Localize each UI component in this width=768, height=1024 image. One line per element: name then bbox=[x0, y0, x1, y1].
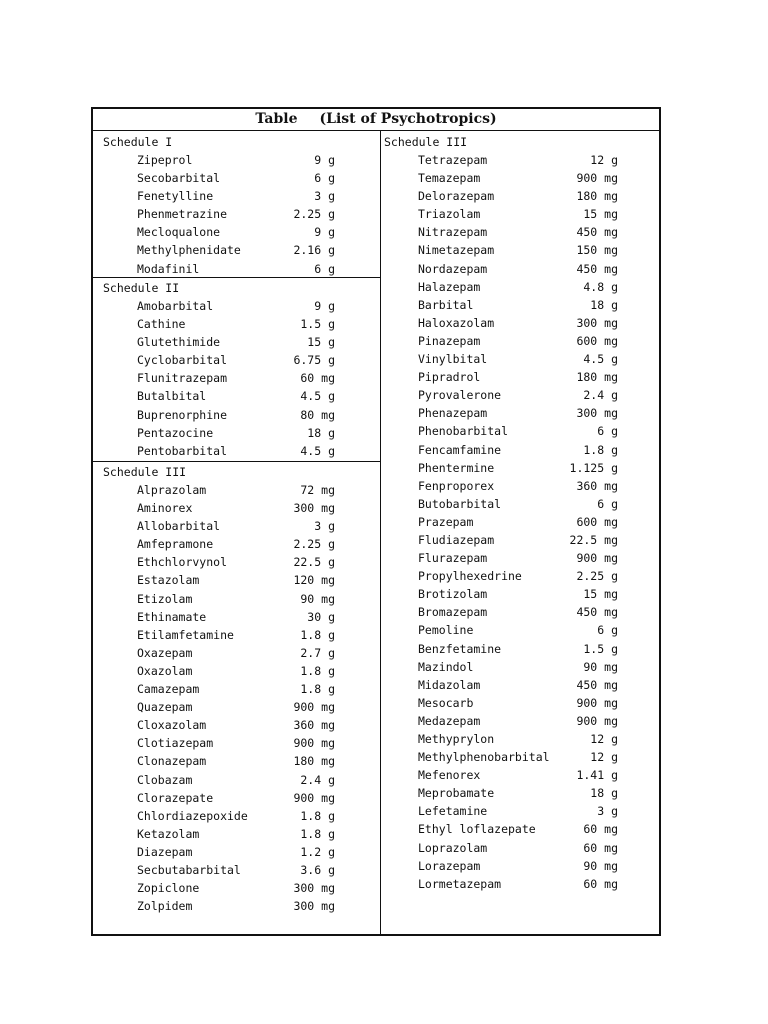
drug-amount: 15 g bbox=[307, 335, 335, 350]
drug-name: Diazepam bbox=[137, 844, 193, 859]
drug-amount: 30 g bbox=[307, 609, 335, 624]
drug-row bbox=[103, 608, 335, 626]
drug-amount: 900 mg bbox=[576, 551, 618, 566]
drug-name: Medazepam bbox=[418, 713, 481, 728]
drug-amount: 2.16 g bbox=[293, 243, 335, 258]
drug-name: Pentazocine bbox=[137, 425, 214, 440]
drug-row bbox=[103, 734, 335, 752]
drug-row bbox=[103, 442, 335, 460]
drug-name: Midazolam bbox=[418, 677, 481, 692]
drug-amount: 300 mg bbox=[293, 899, 335, 914]
drug-name: Clotiazepam bbox=[137, 736, 214, 751]
drug-row bbox=[384, 422, 618, 440]
drug-name: Ethinamate bbox=[137, 609, 207, 624]
drug-amount: 450 mg bbox=[576, 677, 618, 692]
drug-row bbox=[384, 857, 618, 875]
drug-amount: 9 g bbox=[314, 225, 335, 240]
drug-name: Cloxazolam bbox=[137, 718, 207, 733]
drug-name: Secobarbital bbox=[137, 171, 221, 186]
drug-amount: 2.25 g bbox=[293, 207, 335, 222]
drug-name: Nitrazepam bbox=[418, 225, 488, 240]
drug-amount: 3 g bbox=[597, 804, 618, 819]
drug-row bbox=[103, 205, 335, 223]
drug-row bbox=[384, 386, 618, 404]
drug-row bbox=[384, 712, 618, 730]
drug-row bbox=[384, 350, 618, 368]
drug-amount: 2.25 g bbox=[576, 569, 618, 584]
drug-name: Allobarbital bbox=[137, 519, 221, 534]
drug-row bbox=[384, 784, 618, 802]
drug-name: Phenmetrazine bbox=[137, 207, 228, 222]
drug-amount: 600 mg bbox=[576, 333, 618, 348]
drug-name: Lormetazepam bbox=[418, 876, 502, 891]
drug-row bbox=[103, 590, 335, 608]
drug-name: Etilamfetamine bbox=[137, 627, 234, 642]
psychotropics-table bbox=[91, 107, 661, 936]
drug-amount: 300 mg bbox=[576, 315, 618, 330]
drug-name: Pemoline bbox=[418, 623, 474, 638]
drug-name: Glutethimide bbox=[137, 335, 221, 350]
drug-amount: 180 mg bbox=[293, 754, 335, 769]
drug-row bbox=[103, 297, 335, 315]
drug-row bbox=[384, 260, 618, 278]
drug-name: Pyrovalerone bbox=[418, 388, 502, 403]
column-divider bbox=[380, 131, 381, 934]
drug-row bbox=[103, 716, 335, 734]
schedule-heading: Schedule II bbox=[103, 281, 180, 295]
drug-name: Chlordiazepoxide bbox=[137, 808, 248, 823]
drug-amount: 18 g bbox=[590, 786, 618, 801]
drug-name: Pinazepam bbox=[418, 333, 481, 348]
drug-name: Cyclobarbital bbox=[137, 353, 228, 368]
drug-amount: 1.8 g bbox=[300, 808, 335, 823]
drug-row bbox=[103, 644, 335, 662]
drug-row bbox=[384, 839, 618, 857]
drug-name: Amobarbital bbox=[137, 299, 214, 313]
drug-amount: 22.5 mg bbox=[569, 532, 618, 547]
drug-amount: 1.5 g bbox=[300, 317, 335, 332]
drug-amount: 300 mg bbox=[293, 501, 335, 516]
drug-amount: 1.8 g bbox=[300, 682, 335, 697]
drug-row bbox=[103, 843, 335, 861]
drug-row bbox=[103, 897, 335, 915]
schedule-iii-left-section bbox=[103, 463, 335, 915]
drug-amount: 4.5 g bbox=[300, 443, 335, 458]
drug-name: Fencamfamine bbox=[418, 442, 502, 457]
drug-name: Clorazepate bbox=[137, 790, 214, 805]
drug-name: Fludiazepam bbox=[418, 532, 495, 547]
drug-name: Mazindol bbox=[418, 659, 474, 674]
drug-row bbox=[103, 553, 335, 571]
drug-name: Estazolam bbox=[137, 573, 200, 588]
drug-name: Methylphenidate bbox=[137, 243, 241, 258]
drug-row bbox=[103, 481, 335, 499]
drug-row bbox=[103, 626, 335, 644]
drug-row bbox=[384, 441, 618, 459]
drug-amount: 6 g bbox=[314, 171, 335, 186]
drug-row bbox=[384, 477, 618, 495]
drug-amount: 1.41 g bbox=[576, 768, 618, 783]
drug-name: Zolpidem bbox=[137, 899, 193, 914]
schedule-heading: Schedule III bbox=[103, 465, 187, 479]
drug-name: Butalbital bbox=[137, 389, 207, 404]
drug-row bbox=[103, 698, 335, 716]
drug-name: Halazepam bbox=[418, 279, 481, 294]
drug-row bbox=[103, 169, 335, 187]
drug-name: Aminorex bbox=[137, 501, 193, 516]
drug-row bbox=[384, 766, 618, 784]
drug-name: Nimetazepam bbox=[418, 243, 495, 258]
drug-name: Delorazepam bbox=[418, 189, 495, 204]
drug-row bbox=[384, 495, 618, 513]
drug-amount: 80 mg bbox=[300, 407, 335, 422]
drug-name: Benzfetamine bbox=[418, 641, 502, 656]
drug-name: Modafinil bbox=[137, 261, 200, 276]
schedule-i-section bbox=[103, 133, 335, 278]
drug-amount: 300 mg bbox=[576, 406, 618, 421]
drug-amount: 900 mg bbox=[576, 713, 618, 728]
drug-amount: 90 mg bbox=[300, 591, 335, 606]
drug-amount: 2.4 g bbox=[300, 772, 335, 787]
drug-row bbox=[384, 820, 618, 838]
drug-amount: 9 g bbox=[314, 153, 335, 167]
drug-amount: 4.5 g bbox=[300, 389, 335, 404]
drug-row bbox=[384, 730, 618, 748]
drug-name: Tetrazepam bbox=[418, 153, 488, 167]
drug-amount: 18 g bbox=[590, 297, 618, 312]
drug-name: Barbital bbox=[418, 297, 474, 312]
drug-name: Loprazolam bbox=[418, 840, 488, 855]
drug-name: Ethchlorvynol bbox=[137, 555, 228, 570]
drug-name: Phenobarbital bbox=[418, 424, 509, 439]
drug-name: Flurazepam bbox=[418, 551, 488, 566]
drug-row bbox=[103, 517, 335, 535]
drug-row bbox=[103, 499, 335, 517]
drug-row bbox=[103, 535, 335, 553]
schedule-heading: Schedule III bbox=[384, 135, 468, 149]
drug-row bbox=[384, 567, 618, 585]
drug-row bbox=[384, 368, 618, 386]
drug-row bbox=[103, 680, 335, 698]
drug-row bbox=[103, 187, 335, 205]
drug-name: Alprazolam bbox=[137, 483, 207, 497]
drug-amount: 15 mg bbox=[583, 587, 618, 602]
drug-row bbox=[384, 676, 618, 694]
drug-amount: 180 mg bbox=[576, 370, 618, 385]
drug-name: Mesocarb bbox=[418, 695, 474, 710]
drug-row bbox=[103, 151, 335, 169]
drug-row bbox=[103, 223, 335, 241]
drug-name: Oxazolam bbox=[137, 663, 193, 678]
drug-amount: 3 g bbox=[314, 189, 335, 204]
drug-name: Methylphenobarbital bbox=[418, 750, 550, 765]
drug-amount: 900 mg bbox=[576, 171, 618, 186]
drug-amount: 12 g bbox=[590, 750, 618, 765]
drug-amount: 2.4 g bbox=[583, 388, 618, 403]
drug-row bbox=[103, 571, 335, 589]
drug-row bbox=[103, 771, 335, 789]
drug-row bbox=[384, 459, 618, 477]
drug-row bbox=[103, 861, 335, 879]
drug-row bbox=[384, 223, 618, 241]
drug-row bbox=[384, 151, 618, 169]
drug-amount: 60 mg bbox=[583, 840, 618, 855]
drug-name: Ethyl loflazepate bbox=[418, 822, 536, 837]
drug-row bbox=[103, 825, 335, 843]
drug-name: Bromazepam bbox=[418, 605, 488, 620]
drug-name: Lorazepam bbox=[418, 858, 481, 873]
drug-name: Quazepam bbox=[137, 700, 193, 715]
section-divider-2 bbox=[93, 461, 381, 462]
drug-amount: 18 g bbox=[307, 425, 335, 440]
drug-amount: 1.8 g bbox=[300, 663, 335, 678]
drug-name: Mecloqualone bbox=[137, 225, 221, 240]
drug-name: Butobarbital bbox=[418, 496, 502, 511]
drug-amount: 3 g bbox=[314, 519, 335, 534]
drug-amount: 1.8 g bbox=[583, 442, 618, 457]
drug-name: Clonazepam bbox=[137, 754, 207, 769]
drug-amount: 450 mg bbox=[576, 261, 618, 276]
drug-amount: 180 mg bbox=[576, 189, 618, 204]
drug-row bbox=[384, 332, 618, 350]
drug-amount: 12 g bbox=[590, 732, 618, 746]
drug-amount: 6.75 g bbox=[293, 353, 335, 368]
drug-amount: 60 mg bbox=[300, 371, 335, 386]
drug-row bbox=[384, 296, 618, 314]
drug-amount: 60 mg bbox=[583, 876, 618, 891]
drug-amount: 300 mg bbox=[293, 881, 335, 896]
drug-name: Phentermine bbox=[418, 460, 495, 475]
table-title-label: Table bbox=[255, 111, 298, 127]
drug-row bbox=[103, 662, 335, 680]
drug-row bbox=[384, 404, 618, 422]
drug-amount: 2.7 g bbox=[300, 645, 335, 660]
drug-name: Zipeprol bbox=[137, 153, 193, 167]
drug-name: Methyprylon bbox=[418, 732, 495, 746]
table-title bbox=[93, 109, 659, 131]
drug-amount: 72 mg bbox=[300, 483, 335, 497]
drug-name: Vinylbital bbox=[418, 352, 488, 367]
drug-row bbox=[384, 585, 618, 603]
drug-name: Prazepam bbox=[418, 514, 474, 529]
drug-name: Oxazepam bbox=[137, 645, 193, 660]
drug-row bbox=[384, 694, 618, 712]
drug-row bbox=[384, 513, 618, 531]
drug-row bbox=[384, 603, 618, 621]
drug-name: Fenetylline bbox=[137, 189, 214, 204]
drug-name: Nordazepam bbox=[418, 261, 488, 276]
drug-amount: 6 g bbox=[314, 261, 335, 276]
drug-amount: 1.8 g bbox=[300, 627, 335, 642]
drug-row bbox=[103, 424, 335, 442]
drug-name: Brotizolam bbox=[418, 587, 488, 602]
drug-amount: 4.8 g bbox=[583, 279, 618, 294]
drug-row bbox=[384, 205, 618, 223]
drug-row bbox=[103, 406, 335, 424]
drug-amount: 90 mg bbox=[583, 858, 618, 873]
drug-amount: 60 mg bbox=[583, 822, 618, 837]
drug-amount: 900 mg bbox=[293, 790, 335, 805]
drug-amount: 6 g bbox=[597, 496, 618, 511]
drug-amount: 600 mg bbox=[576, 514, 618, 529]
drug-name: Secbutabarbital bbox=[137, 862, 241, 877]
drug-amount: 450 mg bbox=[576, 605, 618, 620]
drug-row bbox=[384, 802, 618, 820]
drug-name: Cathine bbox=[137, 317, 186, 332]
drug-amount: 150 mg bbox=[576, 243, 618, 258]
drug-name: Amfepramone bbox=[137, 537, 214, 552]
drug-row bbox=[384, 241, 618, 259]
drug-amount: 360 mg bbox=[293, 718, 335, 733]
drug-amount: 90 mg bbox=[583, 659, 618, 674]
drug-amount: 3.6 g bbox=[300, 862, 335, 877]
drug-amount: 1.2 g bbox=[300, 844, 335, 859]
drug-row bbox=[103, 789, 335, 807]
drug-amount: 360 mg bbox=[576, 478, 618, 493]
drug-name: Buprenorphine bbox=[137, 407, 228, 422]
drug-row bbox=[384, 169, 618, 187]
drug-amount: 450 mg bbox=[576, 225, 618, 240]
drug-row bbox=[384, 748, 618, 766]
drug-amount: 1.5 g bbox=[583, 641, 618, 656]
drug-amount: 900 mg bbox=[293, 736, 335, 751]
drug-amount: 900 mg bbox=[293, 700, 335, 715]
drug-row bbox=[103, 333, 335, 351]
drug-row bbox=[103, 241, 335, 259]
drug-amount: 15 mg bbox=[583, 207, 618, 222]
drug-row bbox=[384, 640, 618, 658]
drug-row bbox=[384, 278, 618, 296]
drug-amount: 2.25 g bbox=[293, 537, 335, 552]
drug-row bbox=[103, 260, 335, 278]
drug-amount: 6 g bbox=[597, 623, 618, 638]
drug-name: Ketazolam bbox=[137, 826, 200, 841]
drug-row bbox=[103, 315, 335, 333]
table-title-text: (List of Psychotropics) bbox=[319, 111, 497, 127]
drug-name: Clobazam bbox=[137, 772, 193, 787]
drug-name: Camazepam bbox=[137, 682, 200, 697]
drug-row bbox=[384, 187, 618, 205]
schedule-heading: Schedule I bbox=[103, 135, 173, 149]
drug-row bbox=[384, 621, 618, 639]
drug-row bbox=[384, 531, 618, 549]
drug-name: Flunitrazepam bbox=[137, 371, 228, 386]
drug-row bbox=[103, 369, 335, 387]
drug-name: Pipradrol bbox=[418, 370, 481, 385]
drug-amount: 120 mg bbox=[293, 573, 335, 588]
drug-amount: 22.5 g bbox=[293, 555, 335, 570]
drug-amount: 6 g bbox=[597, 424, 618, 439]
drug-name: Fenproporex bbox=[418, 478, 495, 493]
drug-amount: 9 g bbox=[314, 299, 335, 313]
drug-row bbox=[103, 387, 335, 405]
drug-name: Lefetamine bbox=[418, 804, 488, 819]
drug-name: Etizolam bbox=[137, 591, 193, 606]
schedule-iii-right-section bbox=[384, 133, 618, 893]
drug-row bbox=[103, 752, 335, 770]
drug-row bbox=[103, 879, 335, 897]
drug-row bbox=[103, 807, 335, 825]
drug-name: Meprobamate bbox=[418, 786, 495, 801]
drug-amount: 1.125 g bbox=[569, 460, 618, 475]
drug-row bbox=[384, 549, 618, 567]
drug-name: Mefenorex bbox=[418, 768, 481, 783]
drug-name: Temazepam bbox=[418, 171, 481, 186]
drug-amount: 12 g bbox=[590, 153, 618, 167]
drug-row bbox=[384, 875, 618, 893]
drug-name: Phenazepam bbox=[418, 406, 488, 421]
drug-amount: 900 mg bbox=[576, 695, 618, 710]
drug-name: Pentobarbital bbox=[137, 443, 228, 458]
drug-name: Haloxazolam bbox=[418, 315, 495, 330]
drug-row bbox=[384, 658, 618, 676]
drug-row bbox=[384, 314, 618, 332]
drug-amount: 1.8 g bbox=[300, 826, 335, 841]
drug-name: Propylhexedrine bbox=[418, 569, 522, 584]
drug-name: Triazolam bbox=[418, 207, 481, 222]
drug-name: Zopiclone bbox=[137, 881, 200, 896]
drug-row bbox=[103, 351, 335, 369]
drug-amount: 4.5 g bbox=[583, 352, 618, 367]
schedule-ii-section bbox=[103, 279, 335, 460]
